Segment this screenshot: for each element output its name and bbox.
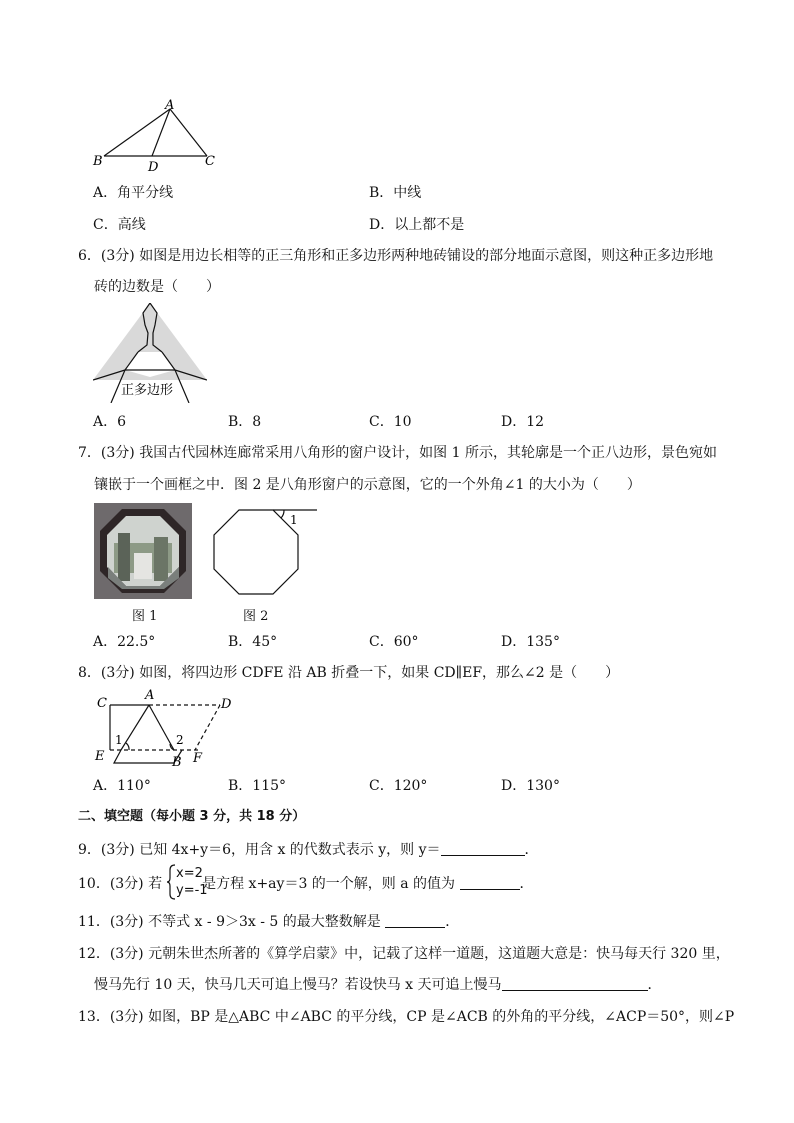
q6-option-b[interactable]: B．8 xyxy=(228,414,262,430)
equation-y: y=-1 xyxy=(176,883,208,898)
label-f: F xyxy=(193,751,203,766)
q10-stem xyxy=(78,874,534,894)
q8-option-a[interactable]: A．110° xyxy=(93,778,151,794)
q11-text: 11．(3分) 不等式 x - 9＞3x - 5 的最大整数解是 xyxy=(78,914,386,930)
label-d: D xyxy=(221,697,232,712)
q9-stem xyxy=(78,840,539,860)
q8-option-d[interactable]: D．130° xyxy=(501,778,560,794)
octagon-diagram xyxy=(210,507,320,603)
q11-end: ． xyxy=(445,914,460,930)
label-1: 1 xyxy=(115,733,123,747)
q10-post: 是方程 x+ay＝3 的一个解，则 a 的值为 xyxy=(202,876,460,892)
q5-option-d[interactable]: D．以上都不是 xyxy=(369,217,465,233)
q12-stem-line1: 12．(3分) 元朝朱世杰所著的《算学启蒙》中，记载了这样一道题，这道题大意是：快马每天行 320 里， xyxy=(78,946,730,962)
q7-stem-line2: 镶嵌于一个画框之中．图 2 是八角形窗户的示意图，它的一个外角∠1 的大小为（ ） xyxy=(94,477,641,493)
label-a: A xyxy=(145,688,155,703)
q9-text: 9．(3分) 已知 4x+y＝6，用含 x 的代数式表示 y，则 y＝ xyxy=(78,842,441,858)
brace-icon xyxy=(166,864,176,900)
q5-option-a[interactable]: A．角平分线 xyxy=(93,185,174,201)
q7-option-c[interactable]: C．60° xyxy=(369,634,419,650)
q7-stem-line1: 7．(3分) 我国古代园林连廊常采用八角形的窗户设计，如图 1 所示，其轮廓是一个正八边形，景色宛如 xyxy=(78,445,717,461)
q12-stem-line2 xyxy=(94,975,662,995)
label-b: B xyxy=(93,154,103,169)
q7-option-b[interactable]: B．45° xyxy=(228,634,278,650)
q8-stem-line1: 8．(3分) 如图，将四边形 CDFE 沿 AB 折叠一下，如果 CD∥EF，那么∠2 是（ ） xyxy=(78,665,620,681)
q5-option-b[interactable]: B．中线 xyxy=(369,185,422,201)
label-e: E xyxy=(95,749,105,764)
q6-option-c[interactable]: C．10 xyxy=(369,414,412,430)
q8-option-b[interactable]: B．115° xyxy=(228,778,287,794)
q12-answer-blank[interactable] xyxy=(502,976,648,991)
q7-option-d[interactable]: D．135° xyxy=(501,634,560,650)
label-c: C xyxy=(205,154,215,169)
q10-equation-system xyxy=(166,864,206,900)
q6-stem-line2: 砖的边数是（ ） xyxy=(94,279,220,295)
label-a: A xyxy=(165,98,175,113)
regular-polygon-label: 正多边形 xyxy=(121,383,174,398)
section-2-heading: 二、填空题（每小题 3 分，共 18 分） xyxy=(78,809,306,824)
label-c: C xyxy=(97,696,107,711)
q12-end: ． xyxy=(647,977,662,993)
q7-option-a[interactable]: A．22.5° xyxy=(93,634,156,650)
q6-option-d[interactable]: D．12 xyxy=(501,414,545,430)
q9-answer-blank[interactable] xyxy=(441,841,525,856)
angle-1-label: 1 xyxy=(290,513,298,527)
q13-stem-line1: 13．(3分) 如图，BP 是△ABC 中∠ABC 的平分线，CP 是∠ACB 的外角的平分线，∠ACP＝50°，则∠P xyxy=(78,1009,735,1025)
label-b: B xyxy=(172,755,182,770)
figure-2-caption: 图 2 xyxy=(243,609,269,624)
q8-option-c[interactable]: C．120° xyxy=(369,778,428,794)
q10-end: ． xyxy=(519,876,534,892)
label-2: 2 xyxy=(176,733,184,747)
q11-stem xyxy=(78,912,459,932)
label-d: D xyxy=(148,160,159,175)
q6-option-a[interactable]: A．6 xyxy=(93,414,127,430)
q10-pre: 10．(3分) 若 xyxy=(78,876,163,892)
q8-folding-figure xyxy=(90,686,240,770)
q6-tiling-figure xyxy=(93,303,207,403)
figure-1-caption: 图 1 xyxy=(132,609,158,624)
q11-answer-blank[interactable] xyxy=(385,913,445,928)
octagon-window-photo xyxy=(94,503,192,599)
q10-answer-blank[interactable] xyxy=(460,875,520,890)
q5-option-c[interactable]: C．高线 xyxy=(93,217,146,233)
q6-stem-line1: 6．(3分) 如图是用边长相等的正三角形和正多边形两种地砖铺设的部分地面示意图，则这种正多边形地 xyxy=(78,248,714,264)
q12-text: 慢马先行 10 天，快马几天可追上慢马？若设快马 x 天可追上慢马 xyxy=(94,977,502,993)
equation-x: x=2 xyxy=(176,866,203,881)
q5-triangle-figure xyxy=(88,97,228,177)
q9-end: ． xyxy=(524,842,539,858)
